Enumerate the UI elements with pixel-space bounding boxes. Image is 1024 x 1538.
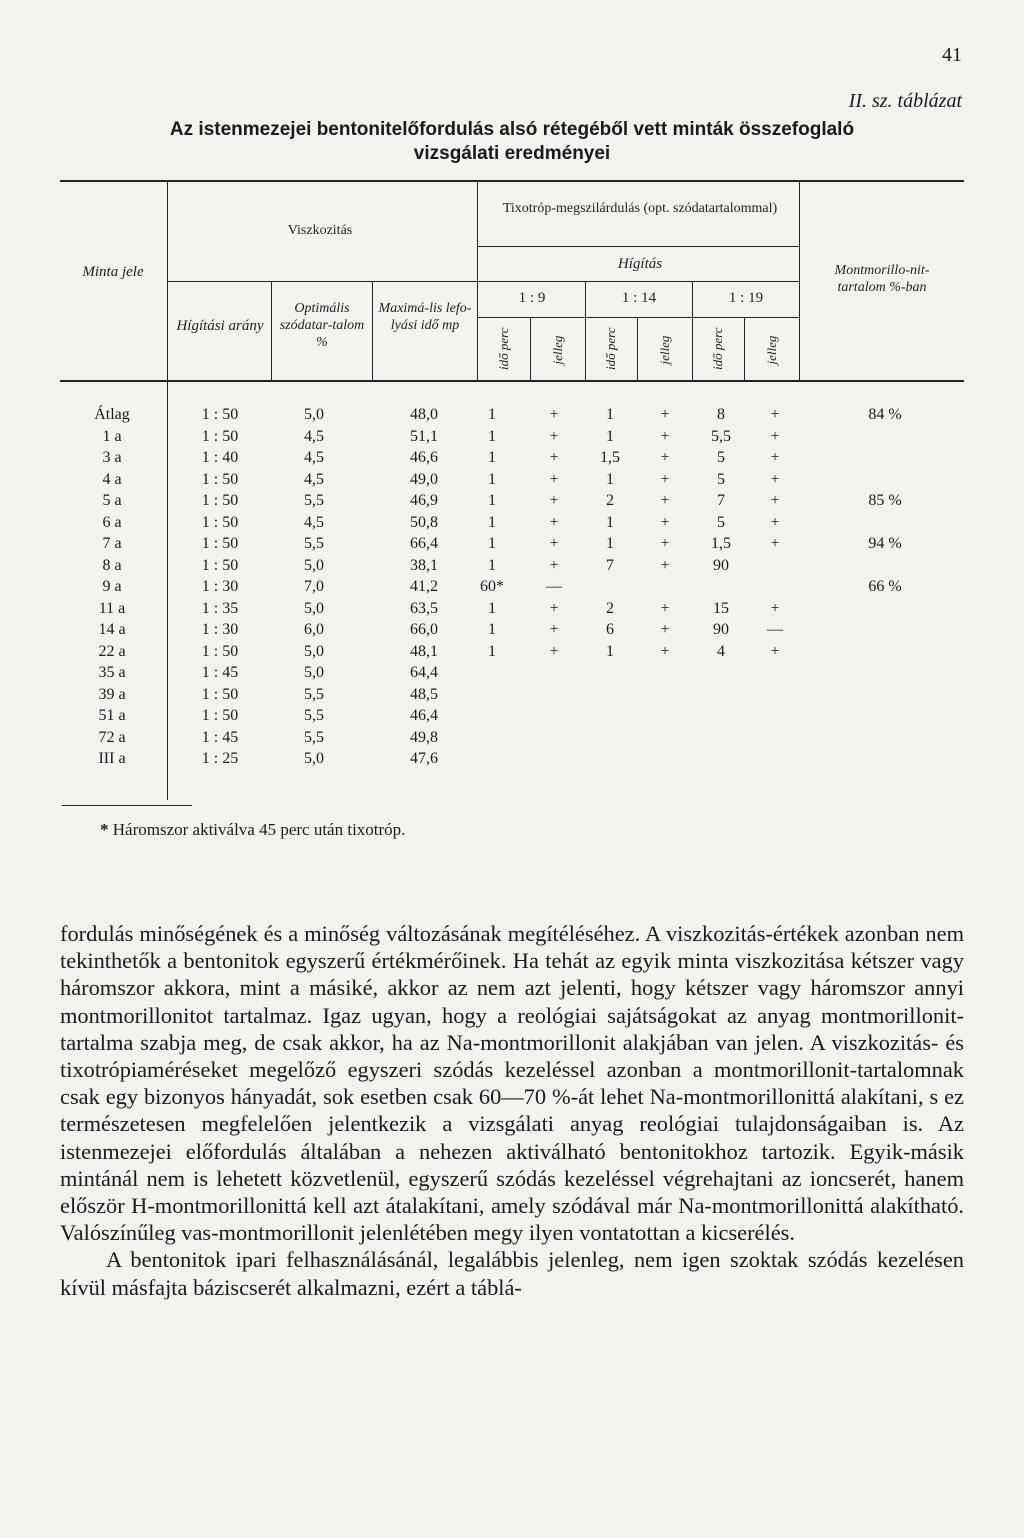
cell-ido-1-19: 5 (717, 449, 725, 466)
header-tixotrop: Tixotróp-megszilárdulás (opt. szódatartalommal) (502, 201, 778, 216)
cell-ido-1-9: 1 (488, 621, 496, 638)
header-ido-perc: idő perc (496, 327, 511, 370)
header-jelleg: jelleg (550, 335, 565, 365)
cell-higitas: 1 : 30 (201, 578, 239, 595)
header-rule (477, 246, 799, 247)
cell-jelleg-1-14: + (660, 557, 670, 574)
cell-minta: 39 a (98, 686, 126, 703)
cell-optimalis: 5,0 (304, 557, 324, 574)
cell-minta: 9 a (102, 578, 122, 595)
table-top-rule (60, 180, 964, 182)
table-row (60, 533, 964, 555)
header-rule (477, 281, 799, 282)
header-rule (167, 281, 477, 282)
cell-higitas: 1 : 50 (201, 643, 239, 660)
cell-ido-1-19: 5,5 (711, 428, 731, 445)
cell-maximalis: 48,1 (410, 643, 438, 660)
cell-higitas: 1 : 50 (201, 406, 239, 423)
cell-optimalis: 4,5 (304, 449, 324, 466)
cell-jelleg-1-19: — (767, 621, 783, 638)
cell-minta: 22 a (98, 643, 126, 660)
cell-jelleg-1-14: + (660, 428, 670, 445)
cell-ido-1-14: 7 (606, 557, 614, 574)
cell-higitas: 1 : 50 (201, 471, 239, 488)
cell-higitas: 1 : 50 (201, 535, 239, 552)
cell-jelleg-1-19: + (770, 406, 780, 423)
cell-optimalis: 5,0 (304, 750, 324, 767)
cell-minta: 8 a (102, 557, 122, 574)
cell-optimalis: 5,0 (304, 664, 324, 681)
header-higitasi-arany: Hígítási arány (176, 318, 264, 334)
cell-optimalis: 5,0 (304, 600, 324, 617)
cell-ido-1-14: 1,5 (600, 449, 620, 466)
cell-maximalis: 38,1 (410, 557, 438, 574)
cell-jelleg-1-9: + (549, 428, 559, 445)
table-title-line-1: Az istenmezejei bentonitelőfordulás alsó rétegéből vett minták összefoglaló (169, 119, 855, 140)
cell-optimalis: 4,5 (304, 514, 324, 531)
cell-maximalis: 66,4 (410, 535, 438, 552)
cell-ido-1-9: 1 (488, 428, 496, 445)
cell-jelleg-1-19: + (770, 471, 780, 488)
paragraph: A bentonitok ipari felhasználásánál, legalábbis jelenleg, nem igen szoktak szódás kezelésen kívül másfajta báziscserét alkalmazni, ezért a táblá- (60, 1247, 964, 1300)
header-jelleg: jelleg (657, 335, 672, 365)
cell-montmorillonit: 94 % (868, 535, 902, 552)
header-ratio-1-14: 1 : 14 (621, 290, 657, 306)
cell-maximalis: 66,0 (410, 621, 438, 638)
cell-jelleg-1-14: + (660, 406, 670, 423)
header-maximalis: Maximá-lis lefo-lyási idő mp (378, 301, 472, 333)
cell-ido-1-14: 1 (606, 643, 614, 660)
cell-ido-1-9: 1 (488, 471, 496, 488)
cell-maximalis: 49,0 (410, 471, 438, 488)
table-row (60, 576, 964, 598)
table-title (60, 118, 964, 166)
footnote (100, 820, 405, 840)
cell-ido-1-19: 15 (713, 600, 729, 617)
table-row (60, 469, 964, 491)
cell-ido-1-14: 1 (606, 406, 614, 423)
table-row (60, 404, 964, 426)
cell-jelleg-1-14: + (660, 492, 670, 509)
header-bottom-rule (60, 380, 964, 382)
cell-jelleg-1-19: + (770, 535, 780, 552)
table-row (60, 426, 964, 448)
cell-jelleg-1-9: + (549, 449, 559, 466)
cell-jelleg-1-9: — (546, 578, 562, 595)
table-row (60, 619, 964, 641)
col-divider (530, 318, 531, 380)
cell-higitas: 1 : 40 (201, 449, 239, 466)
cell-minta: III a (98, 750, 126, 767)
cell-higitas: 1 : 45 (201, 664, 239, 681)
cell-jelleg-1-19: + (770, 600, 780, 617)
footnote-star: * (100, 820, 109, 839)
cell-optimalis: 4,5 (304, 428, 324, 445)
body-text (60, 920, 964, 1301)
cell-jelleg-1-19: + (770, 492, 780, 509)
cell-optimalis: 5,5 (304, 729, 324, 746)
cell-jelleg-1-14: + (660, 471, 670, 488)
cell-montmorillonit: 84 % (868, 406, 902, 423)
cell-higitas: 1 : 30 (201, 621, 239, 638)
cell-montmorillonit: 66 % (868, 578, 902, 595)
cell-maximalis: 47,6 (410, 750, 438, 767)
cell-ido-1-9: 1 (488, 406, 496, 423)
col-divider (372, 282, 373, 380)
cell-jelleg-1-19: + (770, 428, 780, 445)
cell-maximalis: 50,8 (410, 514, 438, 531)
col-divider (692, 282, 693, 380)
header-optimalis: Optimális szódatar-talom % (279, 301, 365, 350)
cell-ido-1-9: 1 (488, 449, 496, 466)
cell-optimalis: 5,0 (304, 643, 324, 660)
cell-jelleg-1-14: + (660, 600, 670, 617)
cell-maximalis: 46,4 (410, 707, 438, 724)
cell-jelleg-1-14: + (660, 621, 670, 638)
cell-higitas: 1 : 35 (201, 600, 239, 617)
cell-jelleg-1-19: + (770, 449, 780, 466)
cell-maximalis: 41,2 (410, 578, 438, 595)
cell-jelleg-1-19: + (770, 514, 780, 531)
header-jelleg: jelleg (764, 335, 779, 365)
cell-ido-1-14: 1 (606, 471, 614, 488)
cell-minta: Átlag (94, 406, 130, 423)
cell-jelleg-1-14: + (660, 449, 670, 466)
cell-ido-1-19: 90 (713, 621, 729, 638)
cell-jelleg-1-9: + (549, 514, 559, 531)
cell-ido-1-9: 1 (488, 557, 496, 574)
cell-ido-1-19: 7 (717, 492, 725, 509)
table-title-line-2: vizsgálati eredményei (413, 143, 611, 164)
cell-minta: 11 a (98, 600, 126, 617)
cell-jelleg-1-9: + (549, 492, 559, 509)
cell-optimalis: 4,5 (304, 471, 324, 488)
header-rule (477, 317, 799, 318)
cell-ido-1-14: 2 (606, 492, 614, 509)
cell-ido-1-9: 1 (488, 535, 496, 552)
cell-montmorillonit: 85 % (868, 492, 902, 509)
cell-ido-1-9: 1 (488, 492, 496, 509)
cell-higitas: 1 : 50 (201, 492, 239, 509)
cell-jelleg-1-9: + (549, 471, 559, 488)
cell-maximalis: 63,5 (410, 600, 438, 617)
header-higitas: Hígítás (617, 256, 663, 272)
header-montmorillonit: Montmorillo-nit-tartalom %-ban (834, 263, 930, 295)
page-number: 41 (942, 44, 962, 66)
col-divider (799, 180, 800, 380)
table-row (60, 684, 964, 706)
footnote-rule (62, 805, 192, 806)
table-row (60, 705, 964, 727)
cell-jelleg-1-9: + (549, 535, 559, 552)
cell-minta: 4 a (102, 471, 122, 488)
cell-minta: 14 a (98, 621, 126, 638)
header-ratio-1-9: 1 : 9 (518, 290, 546, 306)
table-label: II. sz. táblázat (848, 90, 962, 112)
footnote-text: Háromszor aktiválva 45 perc után tixotróp. (112, 820, 406, 839)
cell-ido-1-19: 8 (717, 406, 725, 423)
cell-ido-1-19: 5 (717, 514, 725, 531)
cell-jelleg-1-14: + (660, 643, 670, 660)
cell-minta: 5 a (102, 492, 122, 509)
cell-jelleg-1-19: + (770, 643, 780, 660)
cell-higitas: 1 : 45 (201, 729, 239, 746)
cell-optimalis: 5,0 (304, 406, 324, 423)
table-row (60, 447, 964, 469)
header-viszkozitas: Viszkozitás (287, 223, 353, 238)
table-row (60, 598, 964, 620)
table-row (60, 662, 964, 684)
cell-higitas: 1 : 50 (201, 686, 239, 703)
cell-minta: 35 a (98, 664, 126, 681)
cell-higitas: 1 : 50 (201, 514, 239, 531)
cell-higitas: 1 : 50 (201, 557, 239, 574)
cell-ido-1-19: 90 (713, 557, 729, 574)
table-row (60, 512, 964, 534)
cell-jelleg-1-9: + (549, 643, 559, 660)
col-divider (637, 318, 638, 380)
cell-higitas: 1 : 50 (201, 428, 239, 445)
header-ido-perc: idő perc (710, 327, 725, 370)
cell-jelleg-1-14: + (660, 514, 670, 531)
cell-optimalis: 7,0 (304, 578, 324, 595)
cell-optimalis: 5,5 (304, 535, 324, 552)
cell-ido-1-9: 1 (488, 643, 496, 660)
cell-maximalis: 51,1 (410, 428, 438, 445)
cell-ido-1-14: 1 (606, 535, 614, 552)
cell-ido-1-19: 1,5 (711, 535, 731, 552)
cell-ido-1-9: 1 (488, 600, 496, 617)
header-ratio-1-19: 1 : 19 (728, 290, 764, 306)
col-divider (271, 282, 272, 380)
cell-maximalis: 64,4 (410, 664, 438, 681)
cell-minta: 3 a (102, 449, 122, 466)
cell-jelleg-1-14: + (660, 535, 670, 552)
cell-maximalis: 48,0 (410, 406, 438, 423)
cell-minta: 51 a (98, 707, 126, 724)
col-divider (477, 180, 478, 380)
cell-maximalis: 46,9 (410, 492, 438, 509)
table-row (60, 555, 964, 577)
cell-jelleg-1-9: + (549, 406, 559, 423)
paragraph: fordulás minőségének és a minőség változásának megítéléséhez. A viszkozitás-értékek azonban nem tekinthetők a bentonitok egyszerű értékmérőinek. Ha tehát az egyik minta viszkozitása kétszer vagy háromszor akkora, mint a másiké, akkor az nem azt jelenti, hogy kétszer vagy háromszor annyi montmorillonitot tartalmaz. Igaz ugyan, hogy a reológiai sajátságokat az anyag montmorillonit-tartalma szabja meg, de csak akkor, ha az Na-montmorillonit alakjában van jelen. A viszkozitás- és tixotrópiaméréseket megelőző egyszeri szódás kezeléssel azonban a montmorillonit-tartalomnak csak egy bizonyos hányadát, sok esetben csak 60—70 %-át lehet Na-montmorillonittá alakítani, s ez természetesen megfelelően jelentkezik a vizsgálati anyag reológiai tulajdonságaiban is. Az istenmezejei előfordulás általában a nehezen aktiválható bentonitokhoz tartozik. Egyik-másik mintánál nem is lehetett közvetlenül, egyszerű szódás kezeléssel végrehajtani az ioncserét, hanem először H-montmorillonittá kell azt átalakítani, amely szódával már Na-montmorillonittá alakítható. Valószínűleg vas-montmorillonit jelenlétében megy ilyen vontatottan a kicserélés. (60, 921, 964, 1246)
cell-minta: 7 a (102, 535, 122, 552)
cell-ido-1-19: 4 (717, 643, 725, 660)
cell-ido-1-14: 6 (606, 621, 614, 638)
cell-optimalis: 5,5 (304, 707, 324, 724)
cell-minta: 72 a (98, 729, 126, 746)
cell-ido-1-14: 1 (606, 428, 614, 445)
cell-maximalis: 49,8 (410, 729, 438, 746)
cell-ido-1-9: 60* (480, 578, 504, 595)
cell-ido-1-14: 2 (606, 600, 614, 617)
table-row (60, 748, 964, 770)
cell-ido-1-19: 5 (717, 471, 725, 488)
cell-maximalis: 46,6 (410, 449, 438, 466)
col-divider (744, 318, 745, 380)
table-row (60, 641, 964, 663)
cell-jelleg-1-9: + (549, 621, 559, 638)
cell-optimalis: 5,5 (304, 492, 324, 509)
table-row (60, 490, 964, 512)
cell-ido-1-9: 1 (488, 514, 496, 531)
cell-maximalis: 48,5 (410, 686, 438, 703)
cell-jelleg-1-9: + (549, 557, 559, 574)
cell-minta: 6 a (102, 514, 122, 531)
header-minta: Minta jele (82, 264, 144, 280)
cell-ido-1-14: 1 (606, 514, 614, 531)
cell-minta: 1 a (102, 428, 122, 445)
cell-optimalis: 6,0 (304, 621, 324, 638)
table-row (60, 727, 964, 749)
cell-optimalis: 5,5 (304, 686, 324, 703)
col-divider (585, 282, 586, 380)
header-ido-perc: idő perc (603, 327, 618, 370)
cell-jelleg-1-9: + (549, 600, 559, 617)
cell-higitas: 1 : 25 (201, 750, 239, 767)
cell-higitas: 1 : 50 (201, 707, 239, 724)
